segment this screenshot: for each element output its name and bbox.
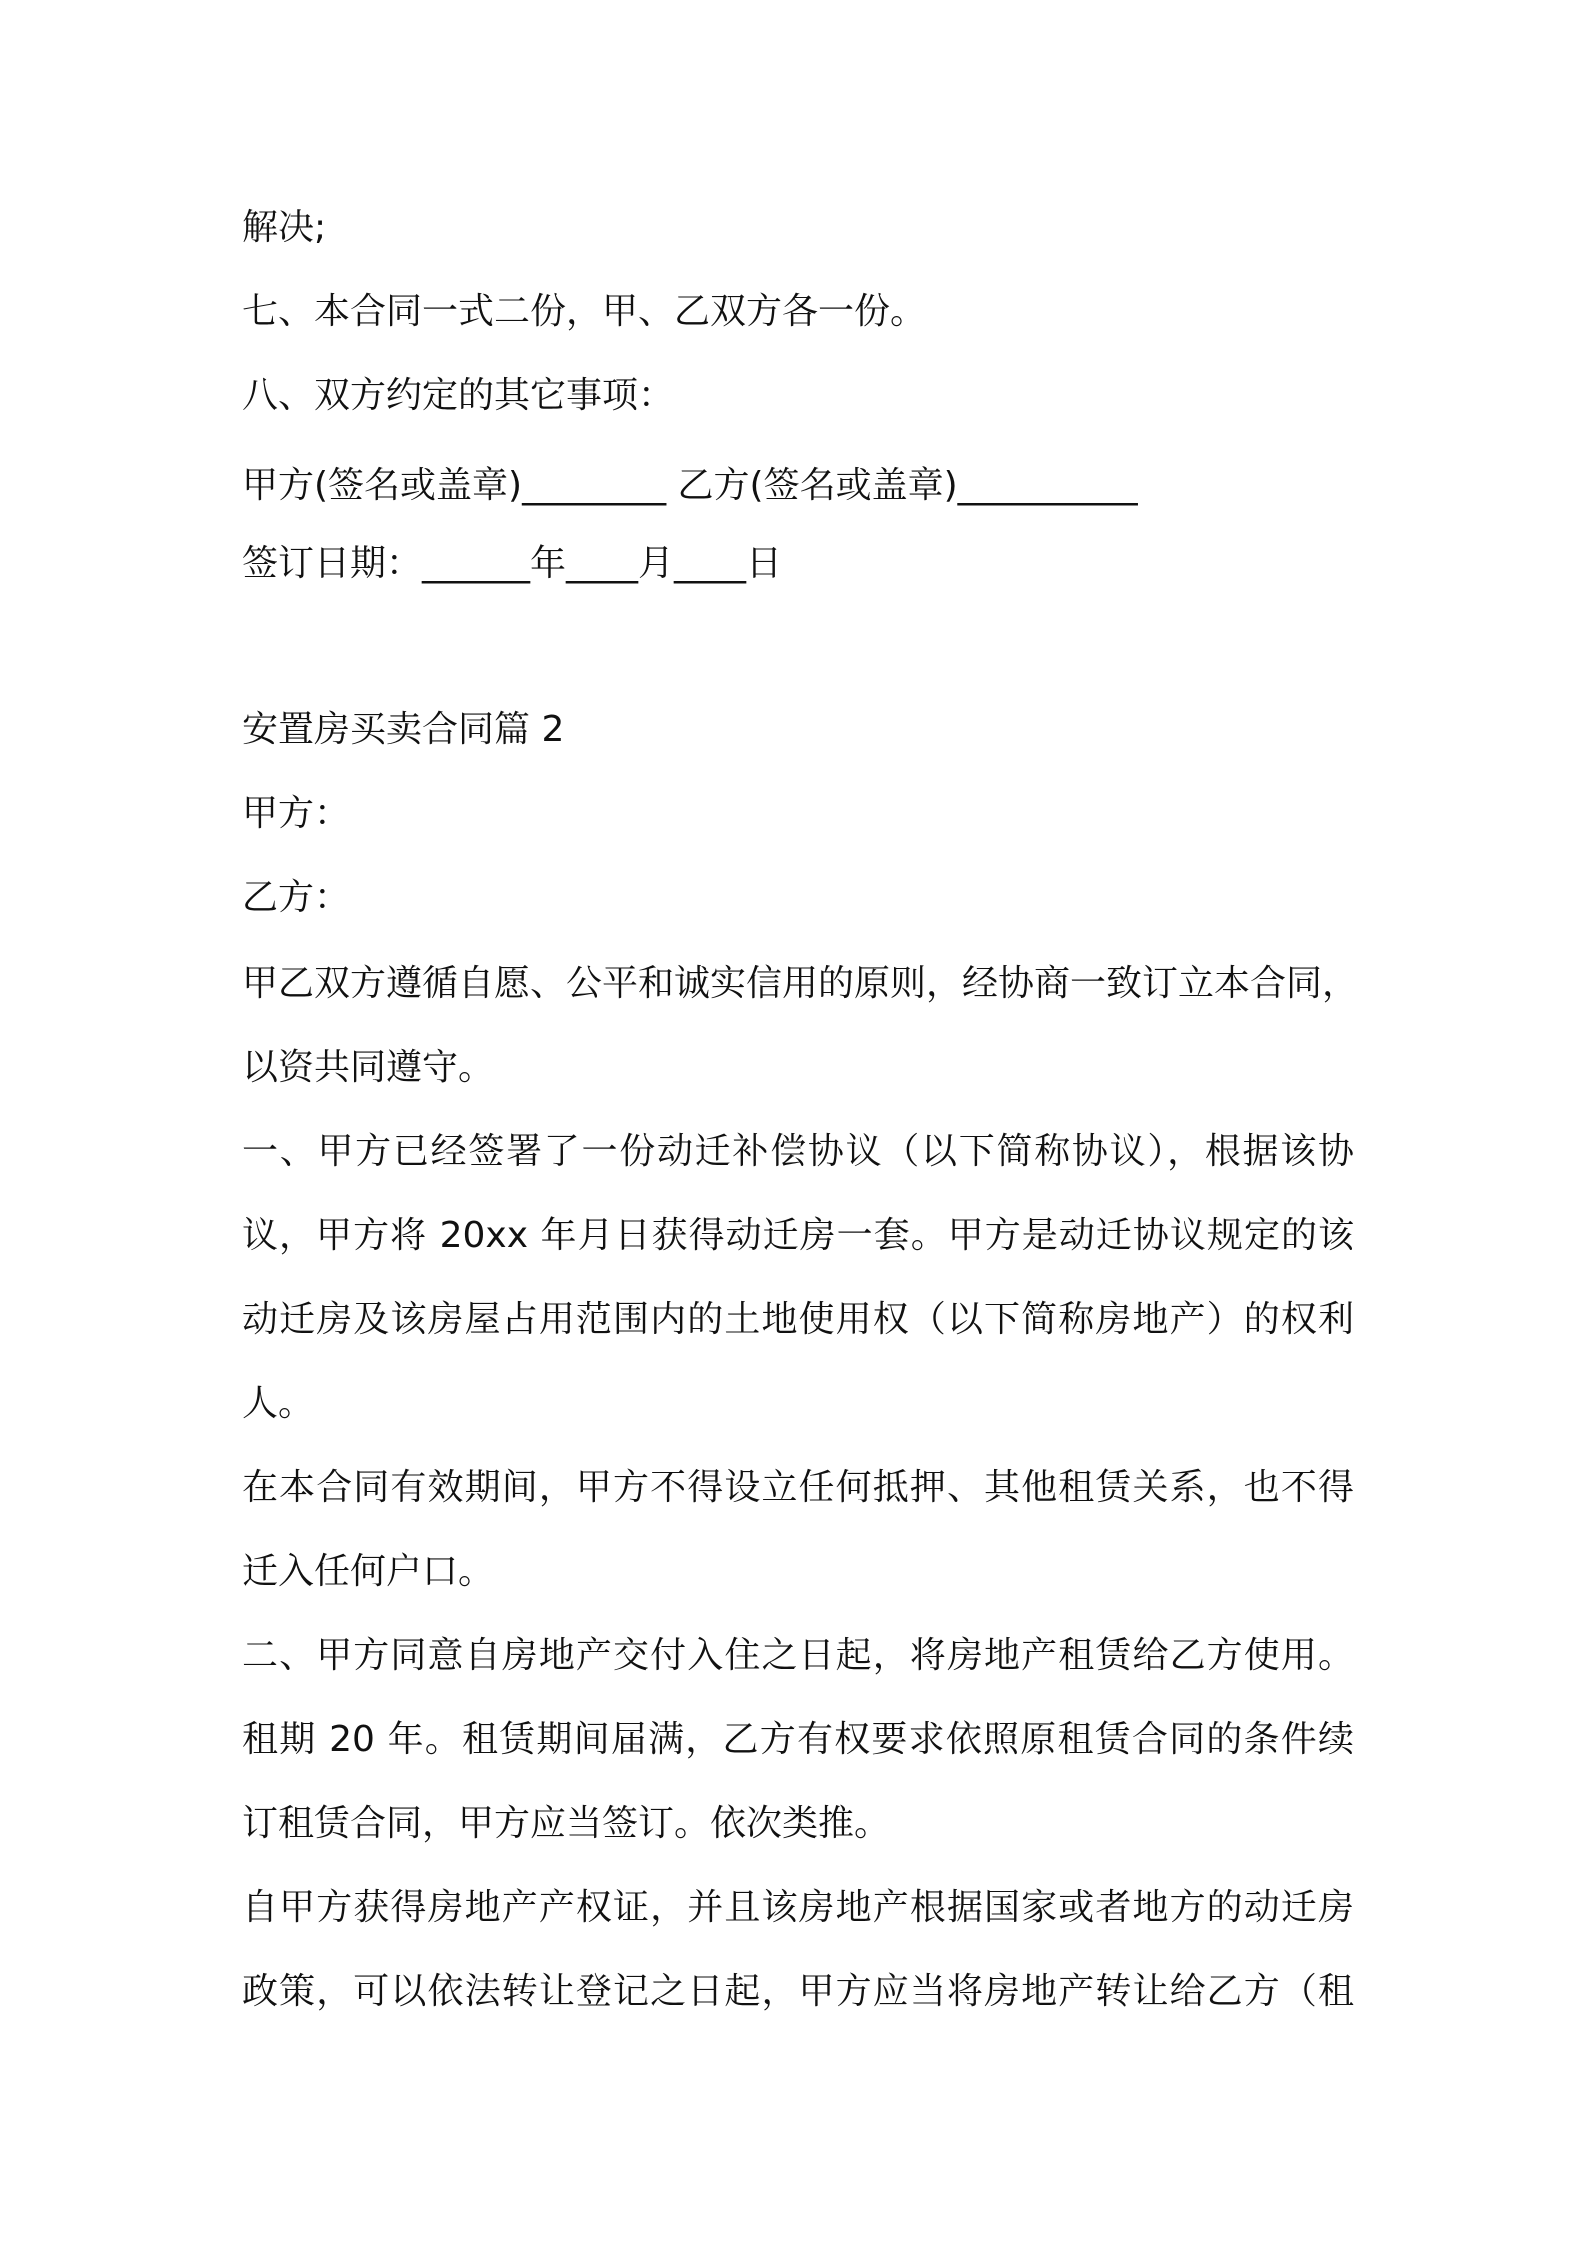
paragraph-line: 议，甲方将 20xx 年月日获得动迁房一套。甲方是动迁协议规定的该 — [242, 1215, 1354, 1256]
paragraph-line: 以资共同遵守。 — [242, 1047, 495, 1088]
clause-8: 八、双方约定的其它事项： — [242, 375, 675, 416]
paragraph-line: 二、甲方同意自房地产交付入住之日起，将房地产租赁给乙方使用。 — [242, 1635, 1354, 1676]
paragraph-line: 订租赁合同，甲方应当签订。依次类推。 — [242, 1803, 891, 1844]
paragraph-line: 政策，可以依法转让登记之日起，甲方应当将房地产转让给乙方（租 — [242, 1971, 1354, 2012]
party-a-line: 甲方： — [242, 793, 351, 834]
paragraph-line: 人。 — [242, 1383, 315, 1424]
paragraph-line: 迁入任何户口。 — [242, 1551, 495, 1592]
paragraph-line: 动迁房及该房屋占用范围内的土地使用权（以下简称房地产）的权利 — [242, 1299, 1354, 1340]
signing-date-line: 签订日期：______年____月____日 — [242, 543, 783, 584]
paragraph-line: 租期 20 年。租赁期间届满，乙方有权要求依照原租赁合同的条件续 — [242, 1719, 1354, 1760]
signature-line: 甲方(签名或盖章)________ 乙方(签名或盖章)__________ — [242, 465, 1138, 506]
section-title: 安置房买卖合同篇 2 — [242, 709, 565, 750]
paragraph-line: 自甲方获得房地产产权证，并且该房地产根据国家或者地方的动迁房 — [242, 1887, 1354, 1928]
paragraph-line: 一、甲方已经签署了一份动迁补偿协议（以下简称协议），根据该协 — [242, 1131, 1354, 1172]
paragraph-line: 在本合同有效期间，甲方不得设立任何抵押、其他租赁关系，也不得 — [242, 1467, 1354, 1508]
clause-7: 七、本合同一式二份，甲、乙双方各一份。 — [242, 291, 927, 332]
party-b-line: 乙方： — [242, 877, 351, 918]
text-line: 解决; — [242, 207, 327, 248]
paragraph-line: 甲乙双方遵循自愿、公平和诚实信用的原则，经协商一致订立本合同， — [242, 963, 1359, 1004]
